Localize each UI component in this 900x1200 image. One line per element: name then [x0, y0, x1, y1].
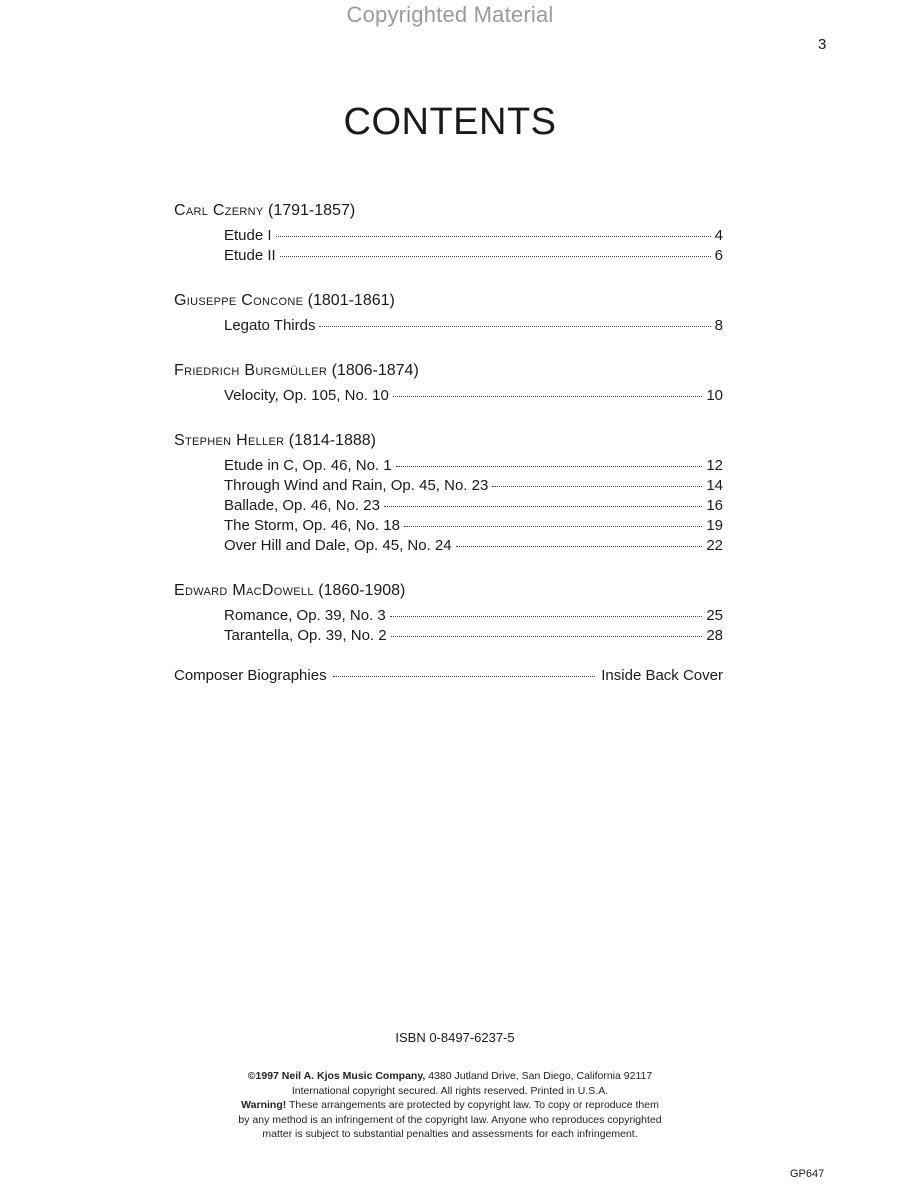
- dot-leader: [276, 236, 711, 237]
- entry-title: Composer Biographies: [174, 667, 327, 684]
- composer-dates: (1801-1861): [307, 292, 395, 309]
- toc-entry[interactable]: [224, 496, 723, 516]
- toc-section: [174, 202, 723, 266]
- toc-entry-biographies[interactable]: [174, 666, 723, 686]
- entry-title: Legato Thirds: [224, 317, 316, 334]
- entry-page: 22: [706, 537, 723, 554]
- entry-page: 28: [706, 627, 723, 644]
- toc-section: [174, 292, 723, 336]
- composer-dates: (1791-1857): [268, 202, 356, 219]
- entry-title: Etude I: [224, 227, 272, 244]
- dot-leader: [384, 506, 702, 507]
- isbn: ISBN 0-8497-6237-5: [395, 1030, 515, 1045]
- entry-page: Inside Back Cover: [601, 667, 723, 684]
- entry-title: The Storm, Op. 46, No. 18: [224, 517, 400, 534]
- entry-title: Romance, Op. 39, No. 3: [224, 607, 386, 624]
- entry-page: 4: [714, 227, 723, 244]
- entry-list: [174, 456, 723, 556]
- entry-list: [174, 386, 723, 406]
- composer-heading: [174, 292, 723, 310]
- entry-title: Through Wind and Rain, Op. 45, No. 23: [224, 477, 489, 494]
- toc-entry[interactable]: [224, 246, 723, 266]
- entry-title: Tarantella, Op. 39, No. 2: [224, 627, 387, 644]
- warning-line-3: matter is subject to substantial penalties and assessments for each infringement.: [262, 1128, 638, 1140]
- composer-heading: [174, 582, 723, 600]
- warning-line-1: These arrangements are protected by copyright law. To copy or reproduce them: [289, 1099, 659, 1111]
- toc-entry[interactable]: [224, 626, 723, 646]
- copyright-watermark: Copyrighted Material: [346, 2, 554, 27]
- dot-leader: [456, 546, 703, 547]
- toc-entry[interactable]: [224, 516, 723, 536]
- dot-leader: [492, 486, 702, 487]
- entry-list: [174, 316, 723, 336]
- entry-page: 16: [706, 497, 723, 514]
- entry-title: Velocity, Op. 105, No. 10: [224, 387, 389, 404]
- entry-page: 8: [714, 317, 723, 334]
- page-number: 3: [818, 36, 827, 53]
- page-title: CONTENTS: [343, 101, 557, 144]
- table-of-contents: [174, 202, 723, 686]
- dot-leader: [390, 616, 703, 617]
- toc-section: [174, 432, 723, 556]
- composer-name: Friedrich Burgmüller: [174, 362, 328, 379]
- entry-title: Etude in C, Op. 46, No. 1: [224, 457, 392, 474]
- dot-leader: [333, 676, 596, 677]
- toc-entry[interactable]: [224, 456, 723, 476]
- warning-label: Warning!: [241, 1099, 287, 1111]
- entry-page: 6: [714, 247, 723, 264]
- entry-page: 25: [706, 607, 723, 624]
- entry-page: 12: [706, 457, 723, 474]
- composer-heading: [174, 362, 723, 380]
- entry-list: [174, 226, 723, 266]
- address: 4380 Jutland Drive, San Diego, California 92117: [428, 1070, 653, 1082]
- toc-entry[interactable]: [224, 476, 723, 496]
- dot-leader: [396, 466, 703, 467]
- composer-dates: (1860-1908): [318, 582, 406, 599]
- entry-title: Over Hill and Dale, Op. 45, No. 24: [224, 537, 452, 554]
- legal-notice: [0, 1069, 900, 1142]
- entry-page: 14: [706, 477, 723, 494]
- entry-title: Etude II: [224, 247, 276, 264]
- entry-list: [174, 606, 723, 646]
- dot-leader: [391, 636, 703, 637]
- composer-dates: (1814-1888): [288, 432, 376, 449]
- catalog-number: GP647: [790, 1168, 825, 1180]
- toc-section: [174, 362, 723, 406]
- composer-name: Edward MacDowell: [174, 582, 314, 599]
- composer-name: Carl Czerny: [174, 202, 264, 219]
- composer-name: Giuseppe Concone: [174, 292, 304, 309]
- toc-entry[interactable]: [224, 606, 723, 626]
- dot-leader: [404, 526, 702, 527]
- copyright-holder: ©1997 Neil A. Kjos Music Company,: [247, 1070, 426, 1082]
- dot-leader: [393, 396, 702, 397]
- entry-page: 10: [706, 387, 723, 404]
- composer-dates: (1806-1874): [331, 362, 419, 379]
- composer-name: Stephen Heller: [174, 432, 285, 449]
- toc-section: [174, 582, 723, 646]
- composer-heading: [174, 432, 723, 450]
- warning-line-2: by any method is an infringement of the copyright law. Anyone who reproduces copyrighted: [238, 1113, 662, 1126]
- toc-entry[interactable]: [224, 226, 723, 246]
- toc-entry[interactable]: [224, 316, 723, 336]
- dot-leader: [280, 256, 711, 257]
- entry-title: Ballade, Op. 46, No. 23: [224, 497, 380, 514]
- rights-line: International copyright secured. All rights reserved. Printed in U.S.A.: [291, 1084, 609, 1097]
- entry-page: 19: [706, 517, 723, 534]
- composer-heading: [174, 202, 723, 220]
- toc-entry[interactable]: [224, 536, 723, 556]
- dot-leader: [319, 326, 710, 327]
- toc-entry[interactable]: [224, 386, 723, 406]
